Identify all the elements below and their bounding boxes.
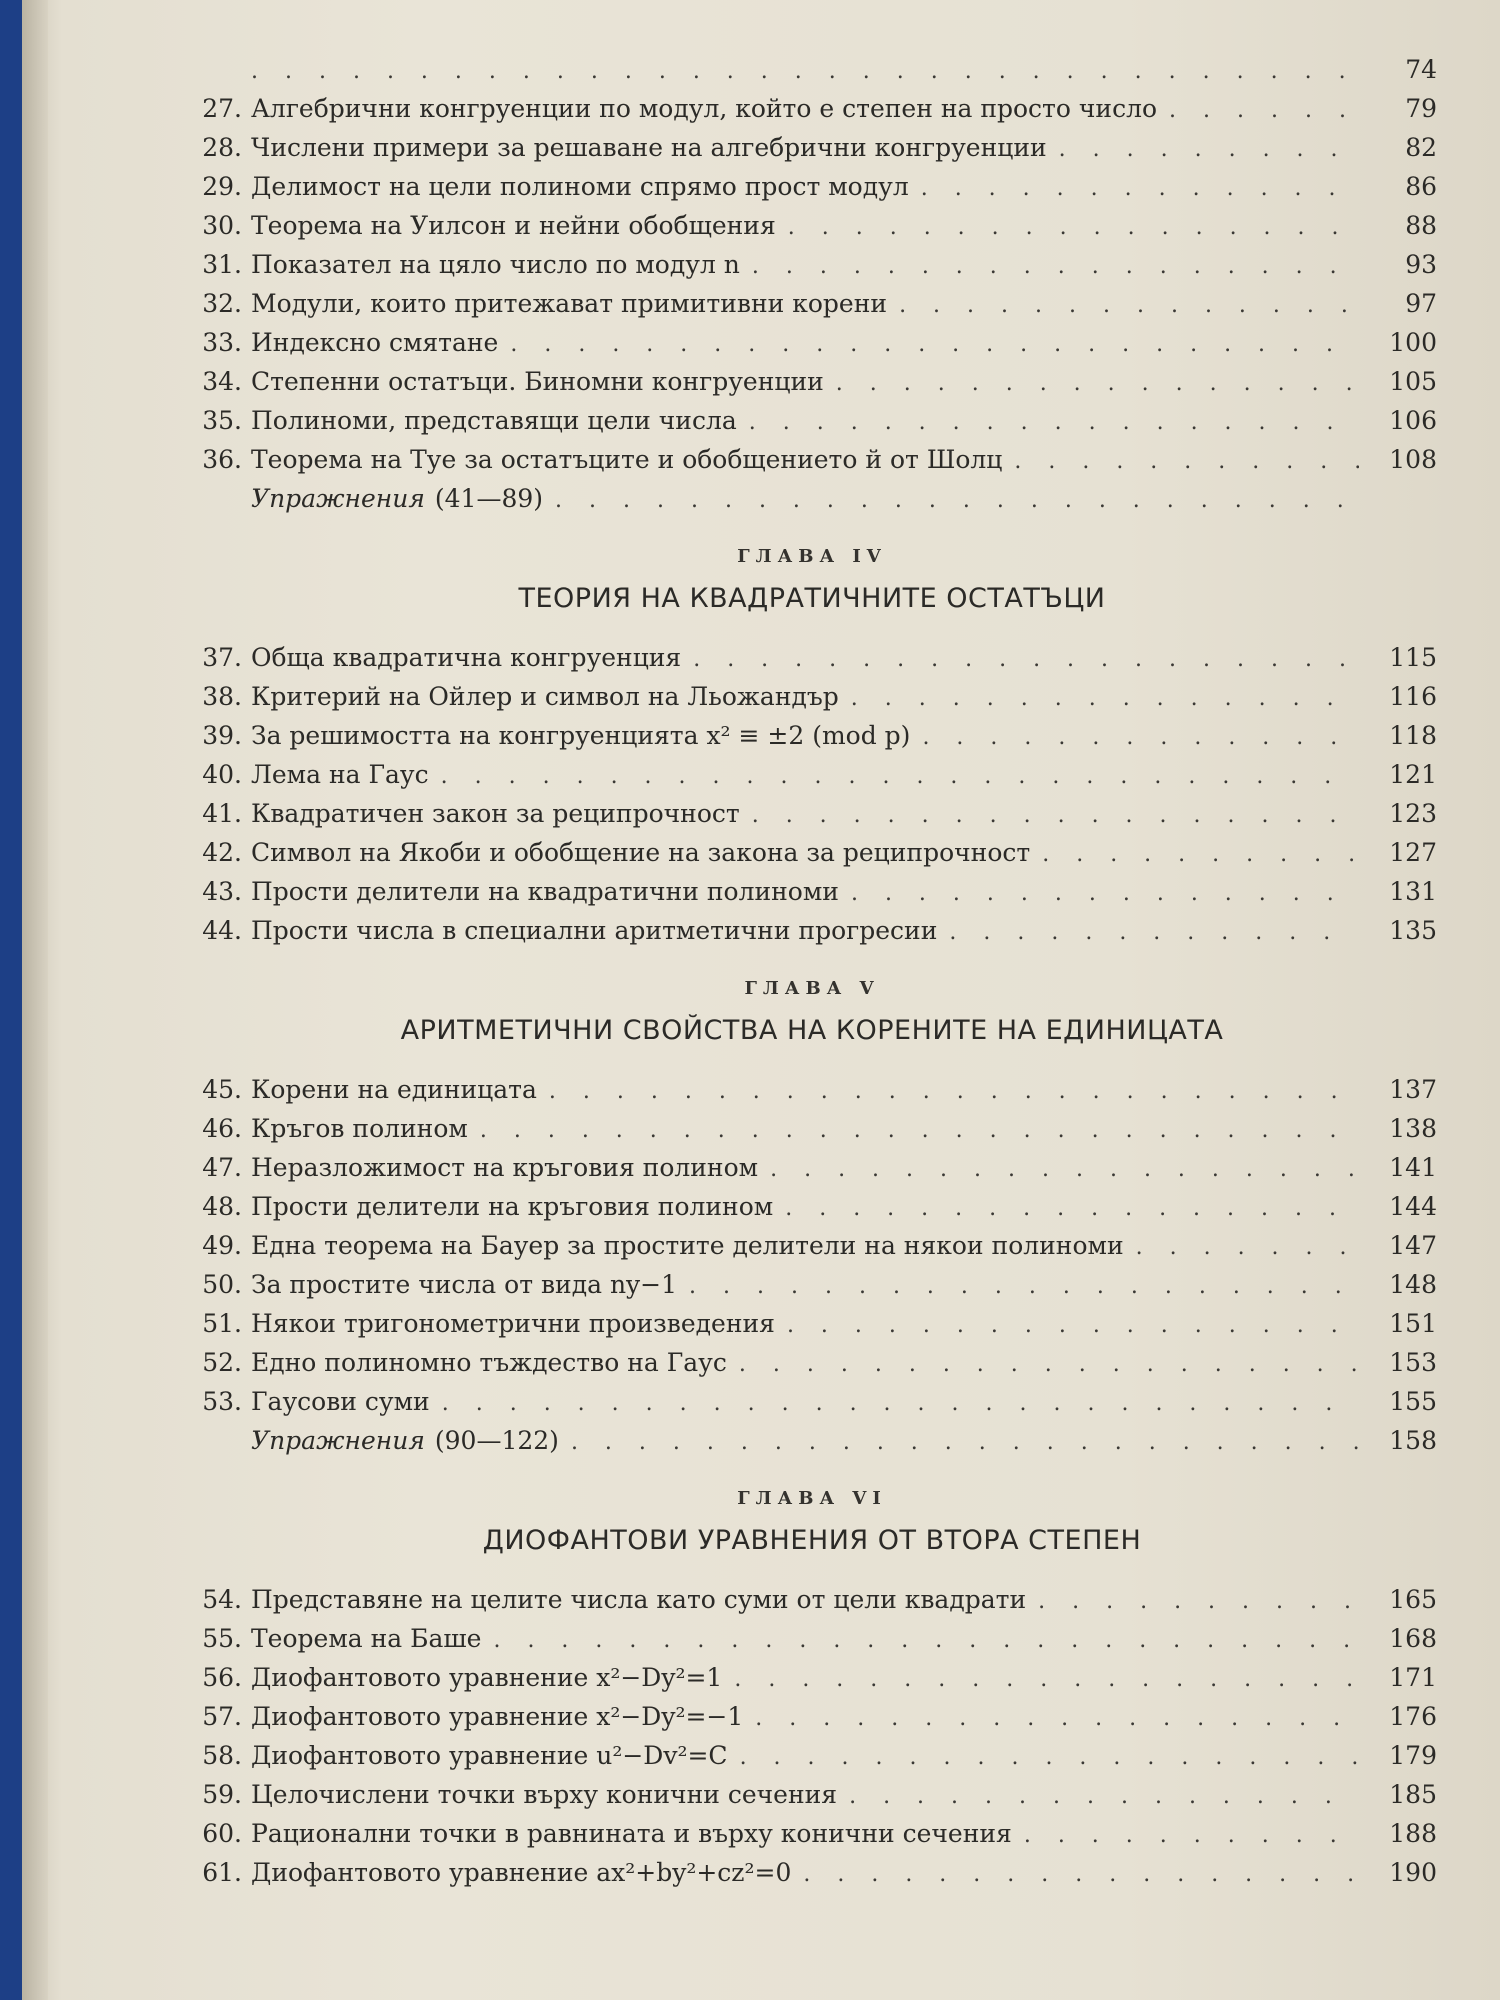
section-number: 35. <box>202 406 242 435</box>
dot-leader <box>949 913 1359 952</box>
section-number: 48. <box>202 1192 242 1221</box>
section-title: Критерий на Ойлер и символ на Льожандър <box>251 682 839 711</box>
section-number: 38. <box>202 682 242 711</box>
page-number: 179 <box>1389 1741 1437 1770</box>
chapter-label: ГЛАВА V <box>744 978 880 999</box>
toc-entry <box>187 89 1437 128</box>
section-title: Прости числа в специални аритметични прогресии <box>251 916 938 945</box>
section-title: Едно полиномно тъждество на Гаус <box>251 1348 727 1377</box>
section-number: 40. <box>202 760 242 789</box>
section-number: 28. <box>202 133 242 162</box>
page-number: 185 <box>1389 1780 1437 1809</box>
section-title: Индексно смятане <box>251 328 499 357</box>
page-number: 137 <box>1389 1075 1437 1104</box>
toc-entry <box>187 1853 1437 1892</box>
chapter-title: ТЕОРИЯ НА КВАДРАТИЧНИТЕ ОСТАТЪЦИ <box>518 583 1106 614</box>
dot-leader <box>803 1855 1359 1894</box>
dot-leader <box>1059 130 1359 169</box>
page-number: 127 <box>1389 838 1437 867</box>
section-title: Рационални точки в равнината и върху конични сечения <box>251 1819 1012 1848</box>
toc-entry <box>187 440 1437 479</box>
toc-exercises-entry <box>187 479 1437 518</box>
dot-leader <box>734 1660 1359 1699</box>
dot-leader <box>755 1699 1359 1738</box>
section-number: 30. <box>202 211 242 240</box>
section-number: 27. <box>202 94 242 123</box>
section-number: 55. <box>202 1624 242 1653</box>
dot-leader <box>493 1621 1359 1660</box>
dot-leader <box>571 1423 1359 1462</box>
section-title: Неразложимост на кръговия полином <box>251 1153 759 1182</box>
section-number: 46. <box>202 1114 242 1143</box>
section-number: 59. <box>202 1780 242 1809</box>
section-number: 42. <box>202 838 242 867</box>
dot-leader <box>787 1306 1359 1345</box>
section-title: Диофантовото уравнение u²−Dv²=C <box>251 1741 728 1770</box>
section-title: Теорема на Туе за остатъците и обобщението й от Шолц <box>251 445 1003 474</box>
section-number: 29. <box>202 172 242 201</box>
page-number: 79 <box>1405 94 1437 123</box>
section-number: 43. <box>202 877 242 906</box>
section-title: Гаусови суми <box>251 1387 430 1416</box>
section-number: 60. <box>202 1819 242 1848</box>
page-number: 153 <box>1389 1348 1437 1377</box>
toc-entry <box>187 206 1437 245</box>
chapter-label: ГЛАВА IV <box>737 546 887 567</box>
dot-leader <box>752 796 1359 835</box>
section-title: Представяне на целите числа като суми от цели квадрати <box>251 1585 1027 1614</box>
page-number: 168 <box>1389 1624 1437 1653</box>
section-title: Числени примери за решаване на алгебрични конгруенции <box>251 133 1047 162</box>
dot-leader <box>1024 1816 1359 1855</box>
dot-leader <box>740 1738 1359 1777</box>
section-title: Полиноми, представящи цели числа <box>251 406 737 435</box>
toc-entry <box>187 1109 1437 1148</box>
section-number: 52. <box>202 1348 242 1377</box>
dot-leader <box>1038 1582 1359 1621</box>
page-number: 151 <box>1389 1309 1437 1338</box>
toc-entry <box>187 677 1437 716</box>
page-number: 141 <box>1389 1153 1437 1182</box>
section-number: 51. <box>202 1309 242 1338</box>
section-number: 31. <box>202 250 242 279</box>
dot-leader <box>739 1345 1359 1384</box>
section-number: 33. <box>202 328 242 357</box>
section-title: Теорема на Уилсон и нейни обобщения <box>251 211 776 240</box>
section-title: Целочислени точки върху конични сечения <box>251 1780 838 1809</box>
dot-leader <box>251 52 1359 91</box>
section-number: 34. <box>202 367 242 396</box>
section-number: 45. <box>202 1075 242 1104</box>
page-number: 138 <box>1389 1114 1437 1143</box>
toc-entry <box>187 1619 1437 1658</box>
page-number: 97 <box>1405 289 1437 318</box>
section-title: Упражнения <box>251 1426 425 1455</box>
section-number: 37. <box>202 643 242 672</box>
toc-entry <box>187 1658 1437 1697</box>
toc-entry <box>187 128 1437 167</box>
page-gutter <box>22 0 48 2000</box>
section-number: 54. <box>202 1585 242 1614</box>
section-title: Степенни остатъци. Биномни конгруенции <box>251 367 824 396</box>
page-number: 115 <box>1389 643 1437 672</box>
page-number: 155 <box>1389 1387 1437 1416</box>
toc-entry <box>187 794 1437 833</box>
page-number: 147 <box>1389 1231 1437 1260</box>
dot-leader <box>749 403 1359 442</box>
section-title: Модули, които притежават примитивни корени <box>251 289 888 318</box>
section-number: 50. <box>202 1270 242 1299</box>
page-number: 118 <box>1389 721 1437 750</box>
dot-leader <box>849 1777 1359 1816</box>
section-title: Една теорема на Бауер за простите делители на някои полиноми <box>251 1231 1124 1260</box>
dot-leader <box>921 169 1359 208</box>
page-number: 105 <box>1389 367 1437 396</box>
dot-leader <box>785 1189 1359 1228</box>
section-number: 32. <box>202 289 242 318</box>
book-page <box>22 0 1500 2000</box>
dot-leader <box>555 481 1359 520</box>
dot-leader <box>693 640 1359 679</box>
toc-entry <box>187 1265 1437 1304</box>
dot-leader <box>689 1267 1359 1306</box>
section-title: Диофантовото уравнение x²−Dy²=1 <box>251 1663 723 1692</box>
dot-leader <box>549 1072 1359 1111</box>
toc-entry <box>187 1148 1437 1187</box>
toc-entry <box>187 1736 1437 1775</box>
toc-entry <box>187 401 1437 440</box>
chapter-title: ДИОФАНТОВИ УРАВНЕНИЯ ОТ ВТОРА СТЕПЕН <box>482 1525 1142 1556</box>
toc-entry <box>187 323 1437 362</box>
page-number: 188 <box>1389 1819 1437 1848</box>
page-number: 123 <box>1389 799 1437 828</box>
exercise-range: (41—89) <box>434 484 544 513</box>
dot-leader <box>480 1111 1359 1150</box>
toc-entry <box>187 1304 1437 1343</box>
toc-entry <box>187 245 1437 284</box>
dot-leader <box>1136 1228 1359 1267</box>
section-title: Упражнения <box>251 484 425 513</box>
toc-entry <box>187 1814 1437 1853</box>
page-number: 158 <box>1389 1426 1437 1455</box>
page-number: 116 <box>1389 682 1437 711</box>
toc-entry <box>187 1775 1437 1814</box>
dot-leader <box>922 718 1359 757</box>
page-number: 148 <box>1389 1270 1437 1299</box>
page-number: 176 <box>1389 1702 1437 1731</box>
page-number: 171 <box>1389 1663 1437 1692</box>
toc-entry <box>187 1580 1437 1619</box>
dot-leader <box>899 286 1359 325</box>
section-number: 36. <box>202 445 242 474</box>
chapter-title: АРИТМЕТИЧНИ СВОЙСТВА НА КОРЕНИТЕ НА ЕДИНИЦАТА <box>400 1015 1224 1046</box>
section-title: Лема на Гаус <box>251 760 429 789</box>
dot-leader <box>442 1384 1359 1423</box>
toc-entry <box>187 1226 1437 1265</box>
section-number: 49. <box>202 1231 242 1260</box>
page-number: 100 <box>1389 328 1437 357</box>
exercise-range: (90—122) <box>434 1426 559 1455</box>
section-title: Прости делители на квадратични полиноми <box>251 877 839 906</box>
section-number: 39. <box>202 721 242 750</box>
section-title: За простите числа от вида ny−1 <box>251 1270 678 1299</box>
section-number: 53. <box>202 1387 242 1416</box>
dot-leader <box>510 325 1359 364</box>
section-title: Обща квадратична конгруенция <box>251 643 682 672</box>
dot-leader <box>836 364 1359 403</box>
page-number: 74 <box>1405 55 1437 84</box>
dot-leader <box>1014 442 1359 481</box>
dot-leader <box>770 1150 1359 1189</box>
section-number: 57. <box>202 1702 242 1731</box>
section-number: 58. <box>202 1741 242 1770</box>
dot-leader <box>1169 91 1359 130</box>
dot-leader <box>1042 835 1359 874</box>
toc-entry <box>187 362 1437 401</box>
toc-exercises-entry <box>187 1421 1437 1460</box>
section-title: Някои тригонометрични произведения <box>251 1309 775 1338</box>
section-title: Делимост на цели полиноми спрямо прост модул <box>251 172 909 201</box>
section-title: Алгебрични конгруенции по модул, който е степен на просто число <box>251 94 1158 123</box>
page-number: 108 <box>1389 445 1437 474</box>
section-title: Корени на единицата <box>251 1075 537 1104</box>
toc-entry <box>187 638 1437 677</box>
toc-entry <box>187 911 1437 950</box>
page-number: 88 <box>1405 211 1437 240</box>
table-of-contents <box>187 50 1437 1892</box>
section-title: Прости делители на кръговия полином <box>251 1192 774 1221</box>
toc-entry <box>187 1697 1437 1736</box>
section-title: Кръгов полином <box>251 1114 468 1143</box>
page-number: 86 <box>1405 172 1437 201</box>
toc-entry <box>187 1187 1437 1226</box>
section-number: 56. <box>202 1663 242 1692</box>
dot-leader <box>851 874 1359 913</box>
toc-entry <box>187 833 1437 872</box>
section-title: Квадратичен закон за реципрочност <box>251 799 740 828</box>
section-title: За решимостта на конгруенцията x² ≡ ±2 (mod p) <box>251 721 911 750</box>
page-number: 121 <box>1389 760 1437 789</box>
dot-leader <box>788 208 1359 247</box>
section-number: 41. <box>202 799 242 828</box>
section-title: Показател на цяло число по модул n <box>251 250 740 279</box>
toc-entry <box>187 1382 1437 1421</box>
section-title: Теорема на Баше <box>251 1624 482 1653</box>
toc-entry <box>187 1343 1437 1382</box>
chapter-label: ГЛАВА VI <box>737 1488 887 1509</box>
toc-entry <box>187 50 1437 89</box>
section-title: Символ на Якоби и обобщение на закона за реципрочност <box>251 838 1031 867</box>
section-number: 44. <box>202 916 242 945</box>
dot-leader <box>441 757 1359 796</box>
page-number: 135 <box>1389 916 1437 945</box>
page-number: 82 <box>1405 133 1437 162</box>
section-number: 61. <box>202 1858 242 1887</box>
page-number: 131 <box>1389 877 1437 906</box>
toc-entry <box>187 1070 1437 1109</box>
toc-entry <box>187 872 1437 911</box>
section-number: 47. <box>202 1153 242 1182</box>
toc-entry <box>187 755 1437 794</box>
dot-leader <box>752 247 1359 286</box>
page-number: 144 <box>1389 1192 1437 1221</box>
toc-entry <box>187 716 1437 755</box>
section-title: Диофантовото уравнение ax²+by²+cz²=0 <box>251 1858 792 1887</box>
toc-entry <box>187 167 1437 206</box>
section-title: Диофантовото уравнение x²−Dy²=−1 <box>251 1702 744 1731</box>
toc-entry <box>187 284 1437 323</box>
page-number: 165 <box>1389 1585 1437 1614</box>
page-number: 106 <box>1389 406 1437 435</box>
dot-leader <box>851 679 1359 718</box>
page-number: 190 <box>1389 1858 1437 1887</box>
page-number: 93 <box>1405 250 1437 279</box>
